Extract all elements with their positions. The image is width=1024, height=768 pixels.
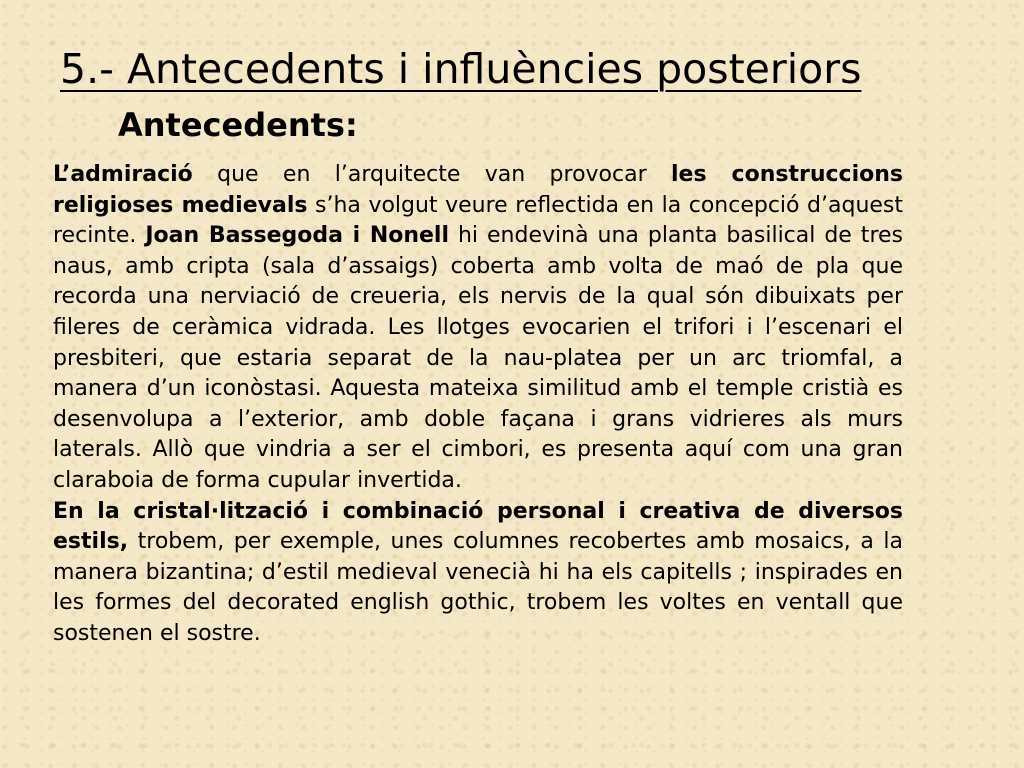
paragraph-text: trobem, per exemple, unes columnes recobertes amb mosaics, a la manera bizantina; d’estil medieval venecià hi ha els capitells ; inspirades en les formes del decorated english gothic, trobem les voltes en ventall que sostenen el sostre. (53, 529, 903, 646)
body-text (53, 160, 903, 650)
bold-phrase: Joan Bassegoda i Nonell (145, 223, 450, 249)
bold-phrase: En la cristal·lització i combinació personal i creativa de diversos estils, (53, 498, 903, 555)
bold-phrase: L’admiració (53, 162, 193, 187)
slide-subtitle: Antecedents: (118, 106, 358, 144)
paragraph-text: s’ha volgut veure reflectida en la concepció d’aquest recinte. (53, 192, 904, 249)
paragraph-2 (53, 497, 903, 650)
bold-phrase: les construccions religioses medievals (53, 162, 903, 218)
paragraph-1 (53, 160, 903, 497)
slide-title: 5.- Antecedents i influències posteriors (60, 45, 862, 93)
paragraph-text: que en l’arquitecte van provocar (192, 162, 671, 187)
paragraph-text: hi endevinà una planta basilical de tres naus, amb cripta (sala d’assaigs) coberta amb volta de maó de pla que recorda una nerviació de creueria, els nervis de la qual són dibuixats per fileres de ceràmica vidrada. Les llotges evocarien el trifori i l’escenari el presbiteri, que estaria separat de la nau-platea per un arc triomfal, a manera d’un iconòstasi. Aquesta mateixa similitud amb el temple cristià es desenvolupa a l’exterior, amb doble façana i grans vidrieres als murs laterals. Allò que vindria a ser el cimbori, es presenta aquí com una gran claraboia de forma cupular invertida. (53, 223, 903, 493)
